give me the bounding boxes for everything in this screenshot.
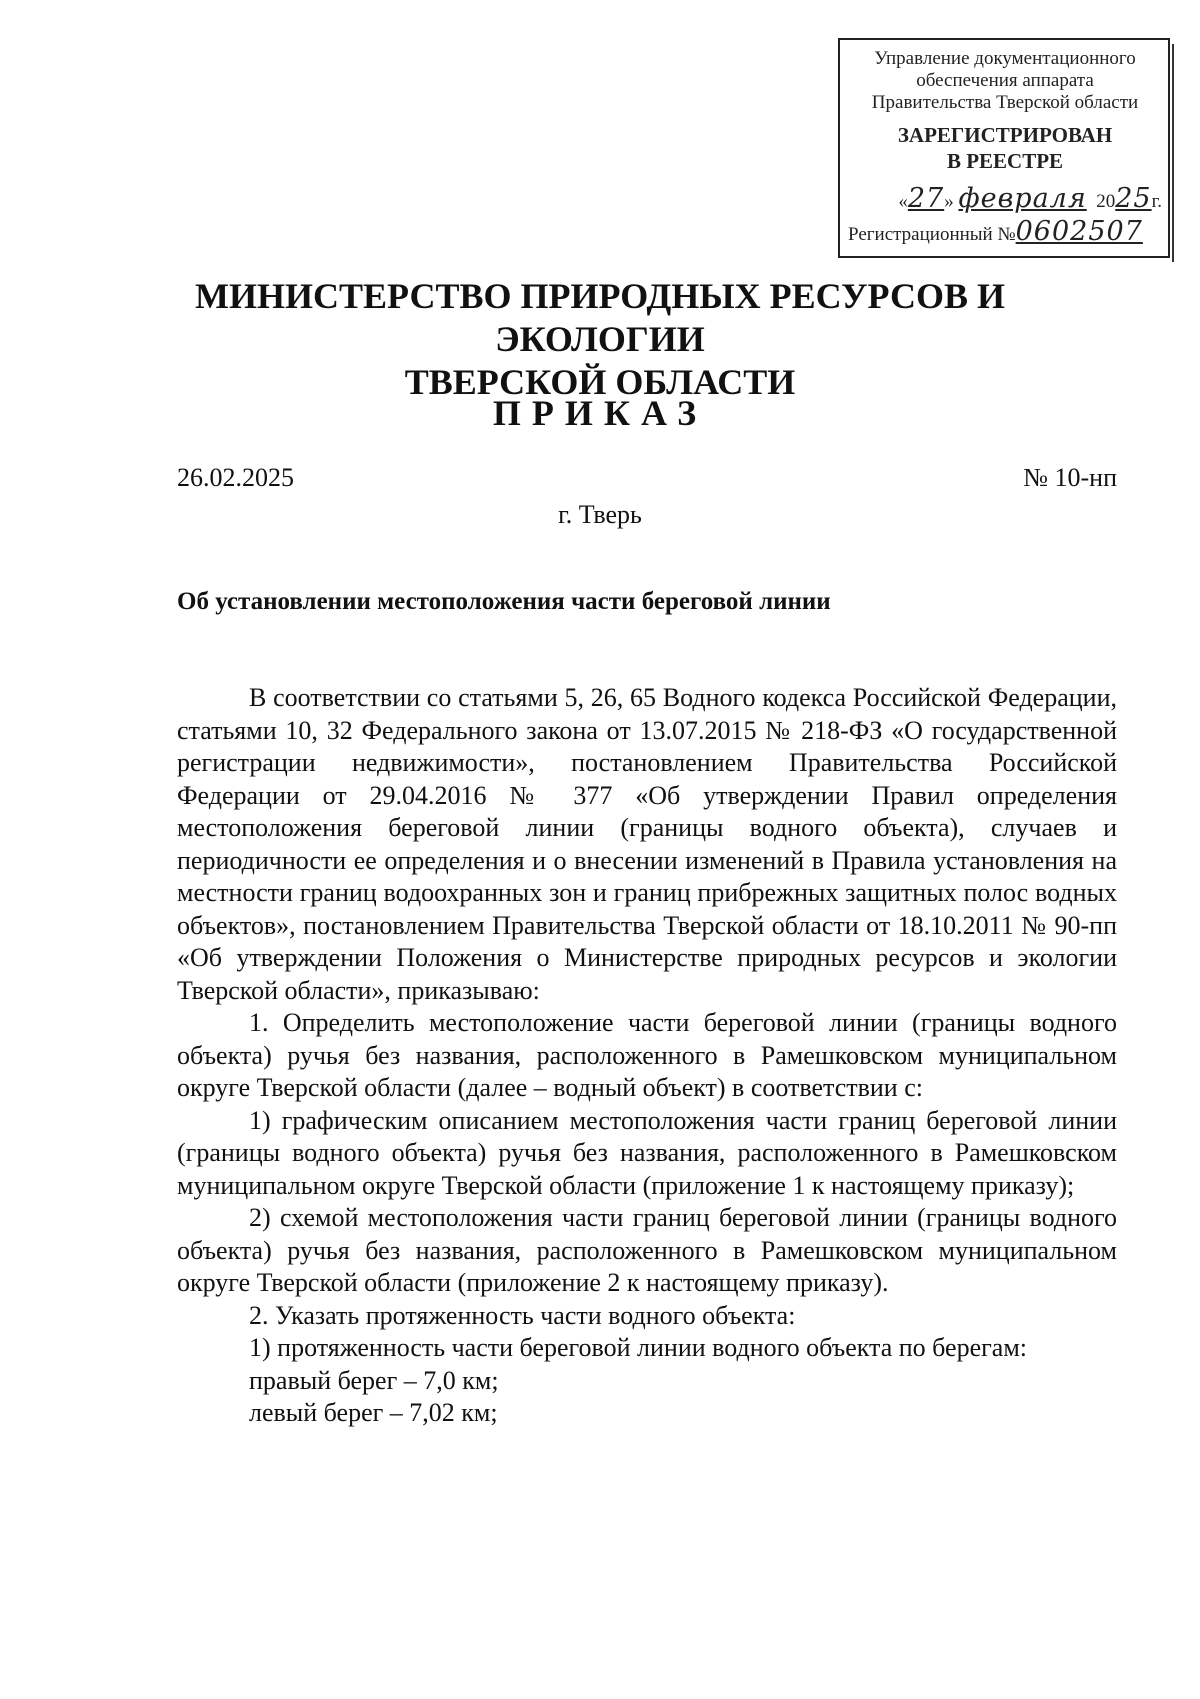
item-1-2-paragraph: 2) схемой местоположения части границ береговой линии (границы водного объекта) ручья без названия, расположенного в Рамешковском муниципальном округе Тверской области (приложение 2 к настоящему приказу). — [177, 1203, 1117, 1297]
stamp-date-open-quote: « — [898, 191, 908, 212]
order-title: ПРИКАЗ — [492, 393, 708, 433]
document-number: № 10-нп — [1023, 463, 1117, 492]
ministry-heading — [100, 275, 1100, 404]
ministry-heading-line-1: МИНИСТЕРСТВО ПРИРОДНЫХ РЕСУРСОВ И ЭКОЛОГИИ — [195, 276, 1005, 359]
stamp-line-3: Правительства Тверской области — [871, 92, 1139, 113]
stamp-date-month: февраля — [958, 183, 1087, 214]
stamp-number — [848, 216, 1162, 247]
item-1-1-paragraph: 1) графическим описанием местоположения части границ береговой линии (границы водного объекта) ручья без названия, расположенного в Рамешковском муниципальном округе Тверской области (приложение 1 к настоящему приказу); — [177, 1105, 1117, 1200]
item-2-paragraph: 2. Указать протяженность части водного объекта: — [249, 1300, 796, 1330]
stamp-date-year-prefix: 20 — [1096, 191, 1116, 212]
stamp-date-close-quote: » — [944, 191, 954, 212]
stamp-number-value: 0602507 — [1015, 216, 1143, 247]
preamble-paragraph: В соответствии со статьями 5, 26, 65 Водного кодекса Российской Федерации, статьями 10, 32 Федерального закона от 13.07.2015 № 218-ФЗ «О государственной регистрации недвижимости», постановлением Правительства Российской Федерации от 29.04.2016 № 377 «Об утверждении Правил определения местоположения береговой линии (границы водного объекта), случаев и периодичности ее определения и о внесении изменений в Правила установления на местности границ водоохранных зон и границ прибрежных защитных полос водных объектов», постановлением Правительства Тверской области от 18.10.2011 № 90-пп «Об утверждении Положения о Министерстве природных ресурсов и экологии Тверской области», приказываю: — [177, 683, 1117, 1005]
stamp-date-year-suffix: 25 — [1115, 183, 1152, 214]
stamp-line-1: Управление документационного — [874, 48, 1136, 69]
stamp-registered-line-1: ЗАРЕГИСТРИРОВАН — [897, 123, 1113, 147]
stamp-date-year-unit: г. — [1151, 191, 1162, 212]
stamp-date — [848, 183, 1162, 214]
right-bank-line: правый берег – 7,0 км; — [249, 1365, 499, 1395]
document-date: 26.02.2025 — [177, 463, 294, 492]
document-body — [177, 682, 1117, 1430]
document-city: г. Тверь — [558, 500, 642, 529]
left-bank-line: левый берег – 7,02 км; — [249, 1398, 498, 1427]
item-2-1-paragraph: 1) протяженность части береговой линии водного объекта по берегам: — [249, 1333, 1028, 1362]
stamp-date-day: 27 — [907, 183, 945, 214]
registration-stamp — [838, 38, 1170, 258]
stamp-line-2: обеспечения аппарата — [916, 70, 1094, 91]
ministry-heading-line-2: ТВЕРСКОЙ ОБЛАСТИ — [404, 362, 796, 402]
stamp-registered-line-2: В РЕЕСТРЕ — [946, 149, 1064, 173]
document-subject: Об установлении местоположения части береговой линии — [177, 588, 831, 615]
stamp-number-label: Регистрационный № — [848, 224, 1016, 245]
stamp-registered — [848, 122, 1162, 174]
item-1-paragraph: 1. Определить местоположение части береговой линии (границы водного объекта) ручья без названия, расположенного в Рамешковском муниципальном округе Тверской области (далее – водный объект) в соответствии с: — [177, 1008, 1117, 1102]
